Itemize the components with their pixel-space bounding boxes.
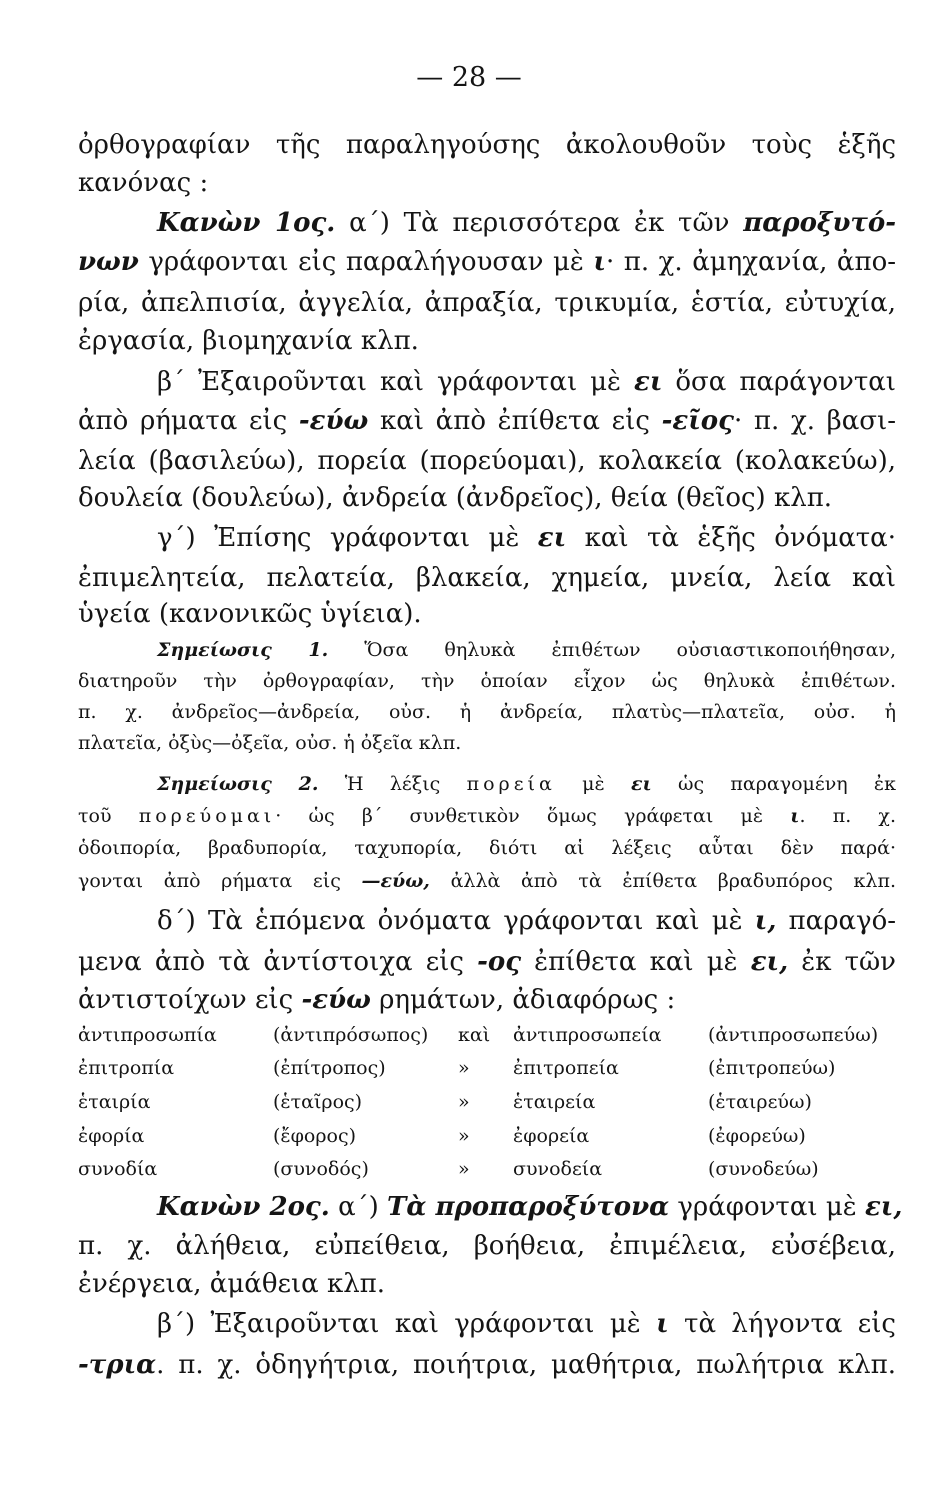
text-span: . π. χ. ὁδηγήτρια, ποιήτρια, μαθήτρια, πωλήτρια κλπ.: [156, 1350, 896, 1380]
text-line: ὀρθογραφίαν τῆς παραληγούσης ἀκολουθοῦν τοὺς ἑξῆς: [78, 130, 896, 160]
emphasis: ει: [630, 773, 652, 795]
text-span: ὡς παραγομένη ἐκ: [651, 773, 896, 795]
text-line: ρία, ἀπελπισία, ἀγγελία, ἀπραξία, τρικυμία, ἑστία, εὐτυχία,: [78, 288, 896, 318]
text-line: [78, 945, 896, 979]
table-cell: ἐφορεία: [513, 1125, 590, 1147]
table-cell: ἀντιπροσωπία: [78, 1024, 217, 1046]
text-line: λεία (βασιλεύω), πορεία (πορεύομαι), κολακεία (κολακεύω),: [78, 446, 896, 476]
note-2-line: [157, 769, 896, 799]
text-span: ρημάτων, ἀδιαφόρως :: [370, 985, 676, 1015]
table-cell: (ἑταιρεύω): [708, 1091, 812, 1113]
note-title: Σημείωσις 1.: [157, 639, 329, 661]
text-line: κανόνας :: [78, 168, 209, 198]
text-span: β΄ Ἐξαιροῦνται καὶ γράφονται μὲ: [157, 367, 635, 397]
spaced-word: πορεύομαι: [138, 805, 276, 827]
text-line: ἐνέργεια, ἀμάθεια κλπ.: [78, 1269, 386, 1299]
text-span: α΄) Τὰ περισσότερα ἐκ τῶν: [335, 208, 744, 238]
table-cell: (ἐφορεύω): [708, 1125, 806, 1147]
emphasis: ι,: [754, 906, 777, 936]
text-line: [157, 521, 896, 555]
text-span: ἐκ τῶν: [788, 947, 896, 977]
spaced-word: πορεία: [466, 773, 556, 795]
text-span: · π. χ. ἀμηχανία, ἀπο-: [606, 247, 897, 277]
table-cell: (συνοδός): [273, 1158, 369, 1180]
rule-2-heading-line: [157, 1190, 903, 1224]
text-line: δουλεία (δουλεύω), ἀνδρεία (ἀνδρεῖος), θεία (θεῖος) κλπ.: [78, 483, 833, 513]
table-cell: (συνοδεύω): [708, 1158, 819, 1180]
text-line: ἐπιμελητεία, πελατεία, βλακεία, χημεία, μνεία, λεία καὶ: [78, 563, 896, 593]
table-cell: (ἐπιτροπεύω): [708, 1057, 836, 1079]
table-cell: συνοδεία: [513, 1158, 603, 1180]
table-row: [78, 1158, 896, 1188]
emphasis: νων: [78, 247, 139, 277]
text-span: μενα ἀπὸ τὰ ἀντίστοιχα εἰς: [78, 947, 478, 977]
text-span: καὶ ἀπὸ ἐπίθετα εἰς: [368, 406, 662, 436]
text-span: · π. χ. βασι-: [733, 406, 896, 436]
text-span: τὰ λήγοντα εἰς: [668, 1309, 896, 1339]
emphasis: ει: [537, 523, 567, 553]
table-cell: ἑταιρεία: [513, 1091, 596, 1113]
emphasis: Τὰ προπαροξύτονα: [387, 1192, 670, 1222]
table-row: [78, 1125, 896, 1155]
text-line: [78, 1348, 896, 1382]
table-cell: συνοδία: [78, 1158, 158, 1180]
table-cell: ἀντιπροσωπεία: [513, 1024, 662, 1046]
text-line: ὑγεία (κανονικῶς ὑγίεια).: [78, 599, 422, 629]
table-cell: »: [458, 1158, 470, 1180]
text-span: γράφονται εἰς παραλήγουσαν μὲ: [138, 247, 594, 277]
text-span: ἀπὸ ρήματα εἰς: [78, 406, 299, 436]
note-line: π. χ. ἀνδρεῖος—ἀνδρεία, οὐσ. ἡ ἀνδρεία, πλατὺς—πλατεῖα, οὐσ. ἡ: [78, 701, 896, 723]
table-cell: ἐπιτροπεία: [513, 1057, 619, 1079]
text-span: γονται ἀπὸ ρήματα εἰς: [78, 870, 362, 892]
text-span: μὲ: [555, 773, 631, 795]
note-line: πλατεῖα, ὀξὺς—ὀξεῖα, οὐσ. ἡ ὀξεῖα κλπ.: [78, 732, 462, 754]
emphasis: -εύω: [298, 406, 369, 436]
note-line: [78, 866, 896, 896]
table-cell: (ἔφορος): [273, 1125, 357, 1147]
text-span: παραγό-: [776, 906, 897, 936]
text-span: β΄) Ἐξαιροῦνται καὶ γράφονται μὲ: [157, 1309, 657, 1339]
emphasis: -τρια: [78, 1350, 157, 1380]
table-row: [78, 1057, 896, 1087]
text-span: ὅσα παράγονται: [662, 367, 896, 397]
text-span: γ΄) Ἐπίσης γράφονται μὲ: [157, 523, 538, 553]
text-span: Ὅσα θηλυκὰ ἐπιθέτων οὐσιαστικοποιήθησαν,: [328, 639, 896, 661]
table-cell: ἐπιτροπία: [78, 1057, 175, 1079]
rule-1-heading-line: [157, 206, 896, 240]
page-number: — 28 —: [416, 62, 522, 93]
note-1-line: [157, 635, 896, 665]
text-span: δ΄) Τὰ ἑπόμενα ὀνόματα γράφονται καὶ μὲ: [157, 906, 755, 936]
text-span: ἀντιστοίχων εἰς: [78, 985, 302, 1015]
note-title: Σημείωσις 2.: [157, 773, 319, 795]
note-line: διατηροῦν τὴν ὀρθογραφίαν, τὴν ὁποίαν εἶχον ὡς θηλυκὰ ἐπιθέτων.: [78, 670, 896, 692]
text-span: ἀλλὰ ἀπὸ τὰ ἐπίθετα βραδυπόρος κλπ.: [429, 870, 896, 892]
text-line: [157, 904, 896, 938]
table-cell: ἑταιρία: [78, 1091, 151, 1113]
emphasis: -ος: [477, 947, 522, 977]
note-line: ὁδοιπορία, βραδυπορία, ταχυπορία, διότι αἱ λέξεις αὗται δὲν παρά·: [78, 837, 896, 859]
emphasis: παροξυτό-: [743, 208, 897, 238]
table-cell: »: [458, 1091, 470, 1113]
table-cell: »: [458, 1057, 470, 1079]
table-cell: ἐφορία: [78, 1125, 145, 1147]
text-span: τοῦ: [78, 805, 139, 827]
emphasis: ει: [634, 367, 663, 397]
emphasis: ι: [593, 247, 606, 277]
text-line: [157, 365, 896, 399]
text-line: [78, 983, 896, 1017]
emphasis: ι: [790, 805, 800, 827]
text-span: α΄): [329, 1192, 388, 1222]
table-cell: (ἀντιπρόσωπος): [273, 1024, 429, 1046]
text-span: Ἡ λέξις: [318, 773, 467, 795]
text-span: καὶ τὰ ἑξῆς ὀνόματα·: [566, 523, 897, 553]
note-line: [78, 801, 896, 831]
emphasis: ει,: [864, 1192, 903, 1222]
rule-2-title: Κανὼν 2ος.: [157, 1192, 330, 1222]
table-cell: καὶ: [458, 1024, 491, 1046]
table-cell: (ἑταῖρος): [273, 1091, 363, 1113]
table-row: [78, 1091, 896, 1121]
emphasis: -εῖος: [661, 406, 734, 436]
text-line: [78, 404, 896, 438]
text-span: . π. χ.: [799, 805, 896, 827]
text-line: [78, 245, 896, 279]
text-line: [157, 1307, 896, 1341]
table-cell: (ἐπίτροπος): [273, 1057, 386, 1079]
emphasis: ει,: [750, 947, 789, 977]
emphasis: -εύω: [301, 985, 371, 1015]
text-span: γράφονται μὲ: [669, 1192, 865, 1222]
emphasis: —εύω,: [361, 870, 430, 892]
table-row: [78, 1024, 896, 1054]
text-line: ἐργασία, βιομηχανία κλπ.: [78, 326, 419, 356]
text-line: π. χ. ἀλήθεια, εὐπείθεια, βοήθεια, ἐπιμέλεια, εὐσέβεια,: [78, 1231, 896, 1261]
table-cell: (ἀντιπροσωπεύω): [708, 1024, 879, 1046]
text-span: · ὡς β΄ συνθετικὸν ὅμως γράφεται μὲ: [275, 805, 791, 827]
table-cell: »: [458, 1125, 470, 1147]
text-span: ἐπίθετα καὶ μὲ: [521, 947, 751, 977]
emphasis: ι: [656, 1309, 669, 1339]
rule-1-title: Κανὼν 1ος.: [157, 208, 336, 238]
